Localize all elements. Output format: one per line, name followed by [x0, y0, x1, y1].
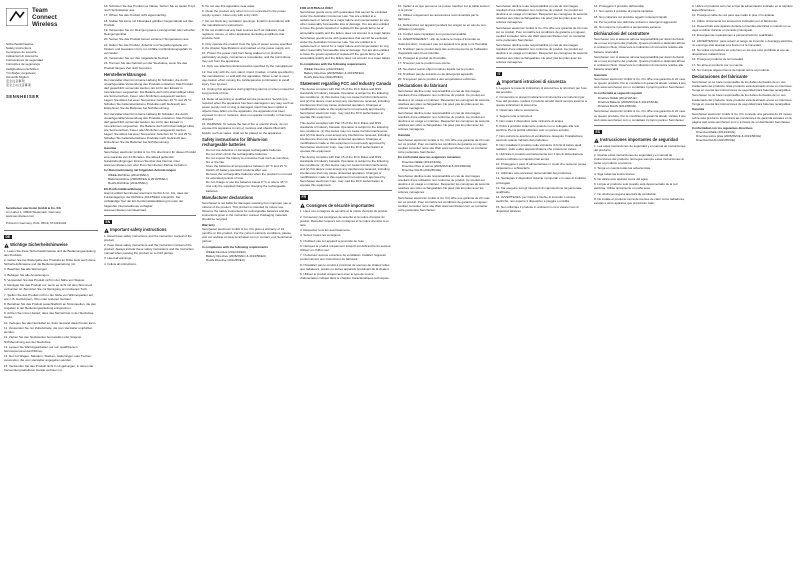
list-item: • Battery Directive (2006/66/EC & 2013/56/EU)	[206, 254, 294, 258]
list-item: 2. Conservez ces consignes de sécurité et la notice d'emploi du produit. Remettez toujours ces consignes et la notice d'emploi à un tiers.	[300, 214, 389, 227]
language-item: 安全注意事项	[6, 78, 25, 83]
list-item: • Direttiva RoHS (2011/65/UE)	[598, 104, 686, 108]
column-5	[398, 4, 490, 562]
subheading: In Übereinstimmung mit folgenden Anforderungen	[104, 168, 176, 173]
paragraph: Sennheiser no se hace responsable de los daños derivados de un uso inadecuado del producto. Este producto está destinado al uso en interiores. Tenga en cuenta las instrucciones de seguridad para baterías recargables.	[692, 80, 793, 93]
list-item: 2. Geben Sie bei Weitergabe des Produkts an Dritte stets auch diese Sicherheitshinweise und die Bedienungsanleitung mit.	[4, 258, 96, 267]
section-title-fr-mfr: Déclarations du fabricant	[398, 83, 448, 89]
list-item: 17. Öffnen Sie das Produkt nicht eigenmächtig.	[104, 13, 167, 18]
list-item: 14. Nur mit Wagen, Ständern, Stativen, Halterungen oder Tischen verwenden, die vom Hersteller angegeben werden.	[4, 354, 92, 363]
paragraph: Sennheiser is not liable for damages resulting from improper use or misuse of the product. This product is intended for indoor use. Observe the safety instructions for rechargeable batteries and the instructions given in the instruction manual. Packaging materials should be recycled.	[202, 200, 292, 221]
subheading: Conformidad con los siguientes directivas	[692, 125, 753, 130]
list-item: • Do not charge or use the batteries below 0 °C or above 45 °C.	[206, 180, 294, 184]
section-title-en-fcc: Statement regarding FCC and Industry Canada	[300, 80, 391, 86]
paragraph: Der Hersteller übernimmt keine Haftung für Schäden, die durch unsachgemäße Verwendung des Produkts entstehen. Das Produkt darf gewerblich verwendet werden. Es ist für den Einsatz in Innenräumen vorgesehen. Die Batterie darf nicht übermäßiger Hitze wie Sonnenschein, Feuer oder Ähnlichem ausgesetzt werden. Lagern Sie Akkus bei einer Temperatur zwischen 10 °C und 25 °C. Schalten Sie batteriebetriebene Produkte nach Gebrauch aus. Entnehmen Sie die Batterien bei Nichtbenutzung.	[104, 111, 195, 145]
product-title-line2: Connect	[32, 13, 57, 21]
list-item: 3. Beachten Sie alle Warnungen.	[4, 267, 48, 272]
list-item: 1. Lea estas instrucciones de seguridad y el manual de instrucciones del producto.	[594, 143, 686, 152]
list-item: 1. Lesen Sie diese Sicherheitshinweise und die Bedienungsanleitung des Produkts.	[4, 248, 96, 257]
language-item: Safety instructions	[6, 46, 32, 51]
list-item: 13. Encargue las reparaciones a personal técnico cualificado.	[692, 33, 774, 38]
company-web: www.sennheiser.com	[6, 213, 35, 218]
subheading: Garantie	[398, 133, 411, 137]
paragraph: Der Hersteller übernimmt keine Haftung für Schäden, die durch unsachgemäße Verwendung des Produkts entstehen. Das Produkt darf gewerblich verwendet werden. Es ist für den Einsatz in Innenräumen vorgesehen. Die Batterie darf nicht übermäßiger Hitze wie Sonnenschein, Feuer oder Ähnlichem ausgesetzt werden. Lagern Sie Akkus bei einer Temperatur zwischen 10 °C und 25 °C. Schalten Sie batteriebetriebene Produkte nach Gebrauch aus. Entnehmen Sie die Batterien bei Nichtbenutzung.	[104, 77, 195, 111]
list-item: 15. N'utilisez pas le produit dans des environnements où l'utilisation d'appareils sans fil est interdite.	[398, 46, 488, 55]
subheading: Garantie	[104, 145, 117, 150]
product-title-line1: Team	[32, 7, 48, 14]
list-item: • Direttiva RAEE (2012/19/UE)	[598, 96, 686, 100]
paragraph: Sennheiser electronic GmbH & Co. KG offre une garantie de 24 mois sur ce produit. Pour connaître les conditions de garantie en vigueur, veuillez consulter notre site Web www.sennheiser.com ou contacter votre partenaire Sennheiser.	[398, 137, 490, 154]
column-6	[496, 4, 588, 562]
list-item: 4. Seguire tutte le istruzioni.	[496, 113, 534, 118]
list-item: 1. Leggere le presenti indicazioni di sicurezza e le istruzioni per l'uso del prodotto.	[496, 85, 587, 94]
divider	[300, 190, 392, 191]
list-item: 14. AVERTISSEMENT : afin de réduire le risque d'incendie ou d'électrocution, n'exposez pas cet appareil à la pluie ou à l'humidité.	[398, 37, 489, 46]
list-item: 7. Do not block any ventilation openings. Install in accordance with the manufacturer's instructions.	[202, 18, 291, 27]
list-item: • Directive DEEE (2012/19/UE)	[402, 160, 490, 164]
list-item: 18. Ne placez aucun objet rempli de liquide sur le produit.	[398, 66, 475, 71]
section-title-de-hersteller: Herstellererklärungen	[104, 71, 147, 77]
subheading: Garanzia	[594, 72, 607, 77]
language-flag-de: DE	[5, 234, 11, 239]
list-item: 17. Non aprire il prodotto di propria iniziativa.	[594, 9, 654, 14]
language-item: Instrucciones de seguridad	[6, 58, 43, 63]
compliance-list	[692, 130, 796, 142]
compliance-list	[300, 67, 392, 79]
list-item: 6. Clean the product only when it is not connected to the power supply system. Clean only with a dry cloth.	[202, 9, 286, 18]
section-title-en-mfr: Manufacturer declarations	[202, 194, 254, 200]
divider	[594, 125, 686, 126]
spacer	[4, 99, 98, 207]
list-item: 7. N'obstruez aucune ouverture de ventilation. Installez l'appareil conformément aux instructions du fabricant.	[300, 253, 386, 262]
list-item: 8. Do not install near any heat sources such as radiators, heat registers, stoves, or other apparatus (including amplifiers) that produce heat.	[202, 28, 285, 41]
list-item: • RoHS Directive (2011/65/EU)	[206, 258, 294, 262]
list-item: 3. Respectez tous les avertissements.	[300, 228, 351, 233]
list-item: 6. Reinigen Sie das Produkt nur, wenn es nicht mit dem Stromnetz verbunden ist. Benutzen Sie zur Reinigung ein trockenes Tuch.	[4, 283, 93, 292]
list-item: 20. Non esporre il prodotto a temperature estreme.	[594, 25, 662, 30]
list-item: 10. Veillez à ce que personne ne puisse marcher sur le câble secteur ni le pincer.	[398, 4, 490, 13]
list-item: 8. N'installez pas le produit à proximité de sources de chaleur telles que radiateurs, poêles ou autres appareils produisant de la chaleur.	[300, 262, 390, 271]
language-flag-it: IT	[497, 71, 501, 76]
list-item: 8. Non installare il prodotto nelle vicinanze di fonti di calore quali radiatori, stufe o altre apparecchiature che producono calore.	[496, 143, 582, 152]
list-item: 13. Confiez toute réparation à un personnel qualifié.	[398, 32, 467, 37]
list-item: 12. Desenchufe este aparato durante tormentas eléctricas o cuando no se vaya a utilizar durante un periodo prolongado.	[692, 23, 791, 33]
list-item: • Switch off battery-operated products after use.	[206, 168, 294, 172]
warning-triangle-icon	[300, 203, 305, 208]
column-8	[692, 4, 796, 562]
subheading: In compliance with the following requirements	[202, 245, 269, 250]
list-item: 15. WARNING: To reduce the risk of fire or electric shock, do not expose this apparatus to rain or moisture and objects filled with liquids, such as vases, shall not be placed on the apparatus.	[202, 122, 288, 135]
subheading: FOR AUSTRALIA ONLY	[300, 5, 334, 10]
list-item: 10. Protect the power cord from being walked on or pinched, particularly at plugs, convenience receptacles, and the point where they exit from the apparatus.	[202, 50, 291, 64]
list-item: 1. Lisez ces consignes de sécurité et la notice d'emploi du produit.	[300, 209, 388, 214]
print-info: Printed in Germany, Publ. 05/19, 571319/A02	[6, 220, 67, 225]
list-item: 14. AVVERTENZA: per ridurre il rischio di incendio o scosse elettriche, non esporre il dispositivo a pioggia o umidità.	[496, 195, 576, 204]
subheading: En conformité avec les exigences suivantes	[398, 155, 461, 160]
list-item: 19. Verwenden Sie zur Reinigung keine Lösungsmittel oder scharfen Reinigungsmittel.	[104, 28, 196, 37]
list-item: 15. Verwenden Sie das Produkt nicht in Umgebungen, in denen die Verwendung kabelloser Geräte verboten ist.	[4, 363, 94, 372]
subheading: Garantía	[692, 107, 705, 112]
product-title	[32, 8, 57, 28]
section-title-fr	[300, 203, 392, 208]
warning-triangle-icon	[496, 80, 501, 85]
list-item: 11. Utilizzare solo accessori raccomandati dal produttore.	[496, 171, 572, 176]
list-item: 9. Utilizzare il prodotto esclusivamente con il tipo di alimentazione elettrica indicato nel capitolo Dati tecnici.	[496, 152, 584, 161]
list-item: 2. Conservare le presenti indicazioni di sicurezza e le istruzioni per l'uso del prodotto. Cedere il prodotto ad altri utenti sempre insieme a queste indicazioni di sicurezza.	[496, 94, 587, 108]
divider	[4, 230, 98, 231]
compliance-list	[594, 96, 686, 108]
paragraph: Sennheiser goods come with guarantees that cannot be excluded under the Australian Consumer Law. You are entitled to a replacement or refund for a major failure and compensation for any other reasonably foreseeable loss or damage. You are also entitled to have the goods repaired or replaced if the goods fail to be of acceptable quality and the failure does not amount to a major failure.	[300, 35, 392, 61]
language-list	[6, 42, 98, 87]
list-item: 16. Proteggere il prodotto dall'umidità.	[594, 4, 645, 8]
list-item: • Store the batteries at temperatures between 10 °C and 25 °C.	[206, 164, 294, 168]
list-item: 21. Halten Sie das Produkt, Zubehör und Verpackungsteile von Kindern und Haustieren fern, um Unfälle und Erstickungsgefahr zu vermeiden.	[104, 42, 193, 55]
column-4	[300, 4, 392, 562]
list-item: 5. Verwenden Sie das Produkt nicht in der Nähe von Wasser.	[4, 277, 86, 282]
list-item: 11. Utilice únicamente los accesorios indicados por el fabricante.	[692, 18, 778, 23]
paragraph: Hiermit erklärt Sennheiser electronic GmbH & Co. KG, dass der Funkanlagentyp der Richtlinie 2014/53/EU entspricht. Der vollständige Text der EU-Konformitätserklärung ist unter der folgenden Internetadresse verfügbar: www.sennheiser.com/download.	[104, 191, 189, 212]
list-item: 7. No obstruya ninguna apertura de ventilación.	[594, 191, 658, 196]
divider	[104, 215, 196, 216]
list-item: 17. No abra el producto por su cuenta.	[692, 62, 744, 67]
list-item: 15. No utilice el producto en entornos en los que esté prohibido el uso de dispositivos inalámbricos.	[692, 47, 790, 57]
paragraph: Sennheiser electronic GmbH & Co. KG übernimmt für dieses Produkt eine Garantie von 24 Monaten. Die aktuell geltenden Garantiebedingungen können Sie über das Internet unter www.sennheiser.com oder Ihren Sennheiser-Partner beziehen.	[104, 150, 196, 167]
list-item: • Batterierichtlinie (2006/66/EG & 2013/56/EU)	[108, 177, 196, 181]
compliance-list	[104, 173, 196, 185]
list-item: 9. Utilisez le produit uniquement avec le type de source d'alimentation indiqué dans le chapitre Caractéristiques techniques.	[300, 272, 390, 281]
paragraph: Sennheiser décline toute responsabilité en cas de dommages résultant d'une utilisation non conforme du produit. Ce produit est destiné à un usage en intérieur. Respectez les consignes de sécurité relatives aux piles rechargeables. Ne jetez pas les piles avec les ordures ménagères.	[398, 173, 490, 195]
de-items	[4, 249, 98, 372]
list-item: 8. Betreiben Sie das Produkt ausschließlich an Stromquellen, die den Angaben in der Bedienungsanleitung entsprechen.	[4, 302, 97, 311]
section-title-es-mfr: Declaraciones del fabricante	[692, 74, 748, 79]
list-item: 8. No instale el producto cerca de fuentes de calor como radiadores, estufas u otros aparatos que produzcan calor.	[594, 196, 685, 206]
list-item: • RoHS Directive (2011/65/EU)	[304, 75, 392, 79]
list-item: 12. Scollegare il dispositivo durante i temporali o in caso di inutilizzo prolungato.	[496, 176, 587, 185]
list-item: • WEEE Directive (2012/19/EU)	[304, 67, 392, 71]
language-item: Instruções de segurança	[6, 62, 40, 67]
paragraph: This device complies with Part 15 of the FCC Rules and RSS standards of Industry Canada. Operation is subject to the following two conditions: (1) this device may not cause harmful interference, and (2) this device must accept any interference received, including interference that may cause undesired operation. Changes or modifications made to this equipment not expressly approved by Sennheiser electronic Corp. may void the FCC authorization to operate this equipment.	[300, 120, 390, 154]
paragraph: Sennheiser no se hace responsable de los daños derivados de un uso inadecuado del producto. Este producto está destinado al uso en interiores. Tenga en cuenta las instrucciones de seguridad para baterías recargables.	[692, 93, 793, 106]
list-item: 5. Non usare il dispositivo nelle vicinanze di acqua.	[496, 119, 564, 124]
section-title-en	[104, 227, 196, 232]
list-item: 3. Heed all warnings.	[104, 256, 133, 261]
subheading: EU-Konformitätserklärung	[104, 186, 142, 191]
paragraph: Sennheiser electronic GmbH & Co. KG offre une garantie de 24 mois sur ce produit. Pour connaître les conditions de garantie en vigueur, veuillez consulter notre site Web www.sennheiser.com ou contacter votre partenaire Sennheiser.	[496, 25, 588, 42]
paragraph: Sennheiser décline toute responsabilité en cas de dommages résultant d'une utilisation non conforme du produit. Ce produit est destiné à un usage en intérieur. Respectez les consignes de sécurité relatives aux piles rechargeables. Ne jetez pas les piles avec les ordures ménagères.	[398, 111, 490, 132]
list-item: 6. Nettoyez le produit uniquement lorsqu'il est débranché du secteur. Utilisez un chiffon sec.	[300, 243, 392, 253]
list-item: 15. Non utilizzare il prodotto in ambienti in cui è vietato l'uso di dispositivi wireless.	[496, 204, 579, 213]
list-item: 3. Tenga en cuenta todas las advertencias.	[594, 166, 651, 171]
compliance-list	[398, 160, 490, 172]
company-street: Am Labor 1, 30900 Wedemark, Germany	[6, 210, 61, 215]
paragraph: This device complies with Part 15 of the FCC Rules and RSS standards of Industry Canada. Operation is subject to the following two conditions: (1) this device may not cause harmful interference, and (2) this device must accept any interference received, including interference that may cause undesired operation. Changes or modifications made to this equipment not expressly approved by Sennheiser electronic Corp. may void the FCC authorization to operate this equipment.	[300, 154, 390, 188]
list-item: • WEEE Directive (2012/19/EU)	[206, 250, 294, 254]
list-item: 17. N'ouvrez pas le produit vous-même.	[398, 61, 451, 66]
list-item: 13. Unplug this apparatus during lightning storms or when unused for long periods of time.	[202, 87, 294, 96]
paragraph: Sennheiser goods come with guarantees that cannot be excluded under the Australian Consumer Law. You are entitled to a replacement or refund for a major failure and compensation for any other reasonably foreseeable loss or damage. You are also entitled to have the goods repaired or replaced if the goods fail to be of acceptable quality and the failure does not amount to a major failure.	[300, 10, 392, 35]
list-item: • Do not short-circuit the rechargeable batteries.	[206, 152, 294, 156]
list-item: 3. Osservare tutte le avvertenze.	[496, 108, 540, 113]
list-item: 12. Use only with the cart, stand, tripod, bracket, or table specified by the manufacturer, or sold with the apparatus. When a cart is used, use caution when moving the cart/apparatus combination to avoid injury from tip-over.	[202, 69, 294, 86]
list-item: 5. Do not use this apparatus near water.	[202, 4, 256, 8]
section-title-de-text: Wichtige Sicherheitshinweise	[10, 242, 68, 248]
list-item: • Battery Directive (2006/66/EC & 2013/56/EU)	[304, 71, 392, 75]
list-item: 20. Setzen Sie das Produkt keinen extremen Temperaturen aus.	[104, 37, 190, 42]
list-item: 19. N'utilisez pas de solvants ou de détergents agressifs.	[398, 72, 474, 76]
list-item: 4. Siga todas las instrucciones.	[594, 171, 636, 176]
list-item: 23. Trennen Sie das Netzteil von der Steckdose, wenn Sie das Produkt längere Zeit nicht benutzen.	[104, 61, 188, 70]
column-2	[104, 4, 196, 562]
product-title-line3: Wireless	[32, 20, 58, 28]
address-block	[6, 207, 98, 226]
list-item: 12. Ziehen Sie den Netzstecker bei Gewitter oder längerer Nichtbenutzung aus der Steckdose.	[4, 335, 82, 344]
language-item: Güvenlik bilgileri	[6, 74, 29, 79]
list-item: • Directiva RoHS (2011/65/UE)	[696, 138, 796, 142]
list-item: 16. Proteja el producto de la humedad.	[692, 57, 744, 62]
battery-safety-list	[202, 148, 294, 193]
list-item: 13. Lassen Sie Wartungsarbeiten nur von qualifiziertem Servicepersonal durchführen.	[4, 344, 78, 353]
list-item: 12. Débranchez cet appareil pendant les orages ou en cas de non-utilisation prolongée.	[398, 22, 487, 31]
list-item: • Use only the supplied charger for charging the rechargeable batteries.	[206, 184, 294, 192]
list-item: 2. Keep these safety instructions and the instruction manual of the product. Always include these safety instructions and the instruction manual when passing the product on to third parties.	[104, 243, 194, 256]
list-item: • Directiva RAEE (2012/19/UE)	[696, 130, 796, 134]
paragraph: Sennheiser electronic GmbH & Co. KG offre una garanzia di 24 mesi su questo prodotto. Per le condizioni di garanzia attuali, visitare il sito web www.sennheiser.com o contattare il proprio partner Sennheiser.	[594, 109, 686, 122]
paragraph: Sennheiser décline toute responsabilité en cas de dommages résultant d'une utilisation non conforme du produit. Ce produit est destiné à un usage en intérieur. Respectez les consignes de sécurité relatives aux piles rechargeables. Ne jetez pas les piles avec les ordures ménagères.	[398, 89, 490, 110]
list-item: 9. Only operate the product from the type of power source specified in the chapter Specifications and marked on the power supply unit.	[202, 41, 292, 50]
paragraph: Sennheiser electronic GmbH & Co. KG offre una garanzia di 24 mesi su questo prodotto. Per le condizioni di garanzia attuali, visitare il sito web www.sennheiser.com o contattare il proprio partner Sennheiser.	[594, 77, 686, 90]
list-item: • Directive RoHS (2011/65/UE)	[402, 168, 490, 172]
list-item: • Do not expose the battery to excessive heat such as sunshine, fire or the like.	[206, 156, 294, 164]
list-item: 13. Far eseguire tutti gli interventi di manutenzione da personale qualificato.	[496, 185, 582, 194]
list-item: 19. Per la pulizia non utilizzare solventi o detergenti aggressivi.	[594, 19, 678, 24]
section-title-de	[4, 242, 98, 247]
list-item: 7. Stellen Sie das Produkt nicht in der Nähe von Wärmequellen auf, wie z. B. Heizkörpern, Öfen oder anderen Geräten.	[4, 292, 94, 301]
section-title-en-safety: Safety instructions for lithium-ion rechargeable batteries	[202, 136, 268, 147]
column-1	[4, 4, 98, 562]
language-item: Indicazioni di sicurezza	[6, 54, 38, 59]
language-item: Sicherheitshinweise	[6, 42, 34, 46]
list-item: 22. Verwenden Sie nur das mitgelieferte Netzteil.	[104, 56, 169, 61]
language-item: Υποδείξεις ασφαλείας	[6, 70, 36, 75]
list-item: • Do not use defective or damaged rechargeable batteries.	[206, 148, 294, 152]
paragraph: Sennheiser electronic GmbH & Co. KG offre une garantie de 24 mois sur ce produit. Pour connaître les conditions de garantie en vigueur, veuillez consulter notre site Web www.sennheiser.com ou contacter votre partenaire Sennheiser.	[398, 195, 490, 212]
list-item: 11. Verwenden Sie nur Zubehörteile, die vom Hersteller empfohlen werden.	[4, 326, 93, 335]
paragraph: Sennheiser non si assume alcuna responsabilità per danni derivanti da un uso improprio del prodotto. Questo prodotto è destinato all'uso in ambienti chiusi. Osservare le indicazioni di sicurezza relative alle batterie ricaricabili.	[594, 54, 686, 72]
paragraph: Sennheiser non si assume alcuna responsabilità per danni derivanti da un uso improprio del prodotto. Questo prodotto è destinato all'uso in ambienti chiusi. Osservare le indicazioni di sicurezza relative alle batterie ricaricabili.	[594, 37, 686, 54]
paragraph: Sennheiser electronic GmbH & Co. KG gives a warranty of 24 months on this product. For the current warranty conditions, please visit our website at www.sennheiser.com or contact your Sennheiser partner.	[202, 227, 293, 244]
section-title-es-text: Instrucciones importantes de seguridad	[600, 137, 678, 143]
paragraph: Sennheiser décline toute responsabilité en cas de dommages résultant d'une utilisation non conforme du produit. Ce produit est destiné à un usage en intérieur. Respectez les consignes de sécurité relatives aux piles rechargeables. Ne jetez pas les piles avec les ordures ménagères.	[496, 43, 588, 64]
warning-triangle-icon	[594, 138, 599, 143]
list-item: 6. Limpie el producto solo cuando esté desconectado de la red eléctrica. Utilice únicamente un paño seco.	[594, 182, 678, 191]
divider	[496, 67, 588, 68]
list-item: 14. Refer all servicing to qualified service personnel. Servicing is required when the apparatus has been damaged in any way, such as power supply cord or plug is damaged, liquid has been spilled or objects have fallen into the apparatus, the apparatus has been exposed to rain or moisture, does not operate normally, or has been dropped.	[202, 96, 294, 122]
list-item: 4. Befolgen Sie alle Anweisungen.	[4, 272, 50, 277]
language-flag-es: ES	[595, 129, 601, 134]
list-item: 18. Non collocare sul prodotto oggetti contenenti liquidi.	[594, 14, 668, 19]
language-flag-en: EN	[105, 219, 111, 224]
list-item: • RoHS-Richtlinie (2011/65/EU)	[108, 181, 196, 185]
section-title-fr-text: Consignes de sécurité importantes	[306, 202, 375, 208]
list-item: 9. Achten Sie immer darauf, dass das Netzteil fest in der Steckdose steckt.	[4, 311, 94, 320]
list-item: • Directive Piles et accus (2006/66/CE & 2013/56/UE)	[402, 164, 490, 168]
list-item: 1. Read these safety instructions and the instruction manual of the product.	[104, 233, 192, 242]
list-item: • Directiva sobre pilas (2006/66/CE & 2013/56/UE)	[696, 134, 796, 138]
list-item: 9. Utilice el producto solo con el tipo de alimentación indicado en el capítulo Especificaciones.	[692, 4, 793, 13]
list-item: 7. Non ostruire le aperture di ventilazione. Eseguire l'installazione secondo quanto indicato dal produttore.	[496, 133, 583, 142]
list-item: • Direttiva Batterie (2006/66/CE & 2013/56/UE)	[598, 100, 686, 104]
column-3	[202, 4, 294, 562]
list-item: 16. Schützen Sie das Produkt vor Nässe. Setzen Sie es weder Tropf- noch Spritzwasser aus.	[104, 4, 196, 13]
paragraph: Sennheiser electronic GmbH & Co. KG concede una garantía de 24 meses sobre este producto. Encontrará las condiciones de garantía actuales en la página web www.sennheiser.com o a través de su distribuidor Sennheiser.	[692, 111, 792, 125]
language-item: 安全上の注意事項	[6, 82, 31, 87]
list-item: 2. Guarde estas instrucciones de seguridad y el manual de instrucciones del producto. Entregue siempre estas instrucciones al ceder el producto a terceros.	[594, 152, 684, 166]
paragraph: This device complies with Part 15 of the FCC Rules and RSS standards of Industry Canada. Operation is subject to the following two conditions: (1) this device may not cause harmful interference, and (2) this device must accept any interference received, including interference that may cause undesired operation. Changes or modifications made to this equipment not expressly approved by Sennheiser electronic Corp. may void the FCC authorization to operate this equipment.	[300, 86, 390, 120]
language-item: Consignes de sécurité	[6, 50, 37, 55]
list-item: 18. No coloque objetos llenos de líquido sobre el producto.	[692, 67, 771, 72]
list-item: 18. Stellen Sie keine mit Flüssigkeit gefüllten Gegenstände auf das Produkt.	[104, 18, 193, 27]
list-item: 6. Pulire il prodotto solamente quando non è collegato alla rete elettrica. Per la pulizia utilizzare solo un panno asciutto.	[496, 124, 580, 133]
compliance-list	[202, 250, 294, 262]
section-title-en-text: Important safety instructions	[110, 227, 167, 233]
list-item: 20. N'exposez pas le produit à des températures extrêmes.	[398, 77, 477, 82]
list-item: 4. Suivez toutes les consignes.	[300, 233, 342, 238]
column-7	[594, 4, 686, 562]
list-item: • WEEE-Richtlinie (2012/19/EU)	[108, 173, 196, 177]
logo-block	[4, 4, 98, 38]
list-item: 14. ADVERTENCIA: para reducir el riesgo de incendio o descarga eléctrica, no exponga este aparato a la lluvia ni a la humedad.	[692, 38, 793, 47]
list-item: • Remove the rechargeable batteries when the product is not used for extended periods of time.	[206, 172, 294, 180]
list-item: 5. No utilice este aparato cerca del agua.	[594, 177, 649, 182]
language-flag-fr: FR	[301, 195, 307, 200]
subheading: In compliance with the following requirements	[300, 61, 367, 66]
list-item: 10. Proteja el cable de red para que nadie lo pise ni lo aplaste.	[692, 13, 776, 18]
subheading: Warranty	[202, 222, 215, 227]
sennheiser-wordmark: SENNHEISER	[6, 94, 40, 100]
list-item: 4. Follow all instructions.	[104, 261, 137, 266]
company-name: Sennheiser electronic GmbH & Co. KG	[6, 206, 62, 211]
section-title-it-text: Importanti istruzioni di sicurezza	[502, 79, 566, 85]
section-title-es	[594, 137, 686, 142]
paragraph: Sennheiser décline toute responsabilité en cas de dommages résultant d'une utilisation non conforme du produit. Ce produit est destiné à un usage en intérieur. Respectez les consignes de sécurité relatives aux piles rechargeables. Ne jetez pas les piles avec les ordures ménagères.	[496, 4, 588, 25]
sennheiser-logo-icon	[6, 8, 28, 26]
warning-triangle-icon	[104, 228, 109, 233]
list-item: 16. Protégez le produit de l'humidité.	[398, 56, 447, 61]
list-item: 11. Utilisez uniquement les accessoires recommandés par le fabricant.	[398, 13, 479, 22]
section-title-it	[496, 79, 588, 84]
subheading: In conformità ai seguenti requisiti	[594, 91, 643, 96]
section-title-it-mfr: Dichiarazioni del costruttore	[594, 31, 650, 37]
list-item: 10. Proteggere il cavo di alimentazione in modo che nessuno possa calpestarlo o schiacciarlo.	[496, 161, 586, 170]
list-item: 11. Only use attachments/accessories specified by the manufacturer.	[202, 64, 294, 69]
language-item: Veiligheidsvoorschriften	[6, 66, 39, 71]
list-item: 10. Verlegen Sie das Netzkabel so, dass niemand darauf treten kann.	[4, 320, 97, 325]
list-item: 5. N'utilisez pas cet appareil à proximité de l'eau.	[300, 238, 365, 243]
warning-triangle-icon	[4, 243, 9, 248]
